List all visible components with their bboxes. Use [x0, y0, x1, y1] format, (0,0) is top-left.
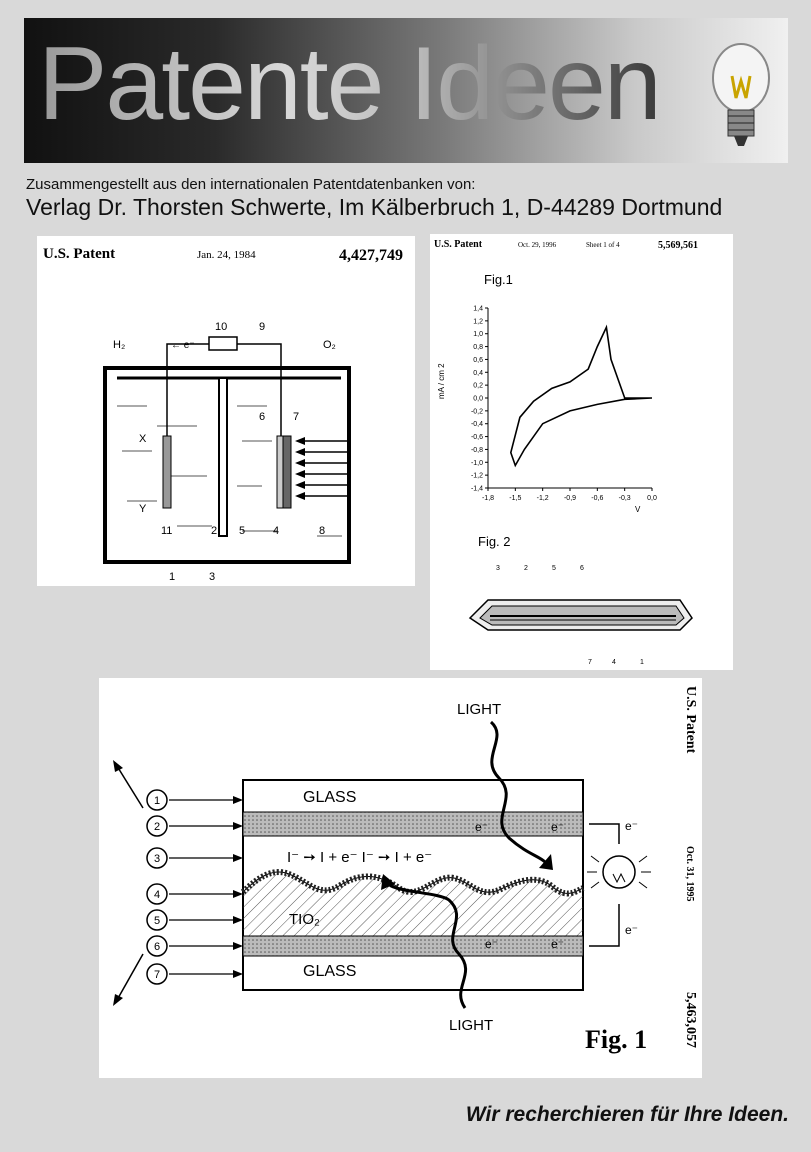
part-arrowhead [233, 916, 243, 924]
patent-panel-3 [99, 678, 702, 1078]
y-tick-label: -0,4 [470, 421, 483, 429]
part-circle-label: 5 [153, 915, 161, 927]
tio2-label: TIO₂ [289, 911, 320, 928]
patent2-header: U.S. Patent [434, 239, 483, 250]
label-11: 11 [161, 525, 173, 537]
footer-slogan: Wir recherchieren für Ihre Ideen. [465, 1103, 789, 1126]
fig2-part-label: 7 [588, 659, 592, 666]
y-tick-label: -0,2 [470, 408, 483, 416]
light-top-label: LIGHT [457, 701, 502, 718]
lamp-icon [603, 856, 635, 888]
part-arrowhead [233, 854, 243, 862]
header-banner [24, 18, 788, 163]
fig2-part-label: 4 [612, 659, 616, 666]
y-tick-label: 1,0 [473, 331, 483, 339]
part-circle-label: 4 [153, 889, 161, 901]
fig2-part-label: 1 [640, 659, 644, 666]
electron-label-3: e⁻ [485, 937, 499, 951]
label-10: 10 [215, 321, 228, 333]
label-electron: ← e⁻ [171, 340, 195, 351]
glass-bottom-label: GLASS [303, 963, 357, 980]
label-3: 3 [209, 571, 216, 583]
electron-label-4: e⁻ [551, 937, 565, 951]
x-tick-label: 0,0 [647, 495, 657, 502]
banner-title: Patente Ideen [38, 26, 660, 142]
patent-panel-1 [37, 236, 415, 586]
subtitle-line2: Verlag Dr. Thorsten Schwerte, Im Kälberbruch 1, D-44289 Dortmund [26, 194, 723, 220]
voltammogram-figure [430, 234, 733, 670]
part-circle-label: 6 [153, 941, 161, 953]
label-2: 2 [211, 525, 218, 537]
x-tick-label: -0,3 [618, 495, 631, 502]
x-axis-label: V [635, 505, 641, 514]
part-arrowhead [233, 890, 243, 898]
x-tick-label: -0,6 [591, 495, 604, 502]
part-arrowhead [233, 822, 243, 830]
patent2-date: Oct. 29, 1996 [518, 241, 557, 249]
part-arrowhead [233, 942, 243, 950]
patent-panel-2 [430, 234, 733, 670]
y-tick-label: 0,8 [473, 344, 483, 352]
electron-label-5: e⁻ [625, 819, 639, 833]
cv-curve-series [511, 327, 652, 465]
part-circle-label: 2 [153, 821, 161, 833]
y-tick-label: 0,6 [473, 356, 483, 364]
patent3-header: U.S. Patent [683, 686, 698, 754]
y-tick-label: -1,4 [470, 485, 483, 493]
label-4: 4 [273, 525, 280, 537]
x-tick-label: -1,2 [536, 495, 549, 502]
y-tick-label: -1,0 [470, 459, 483, 467]
electron-label-1: e⁻ [475, 820, 489, 834]
x-tick-label: -1,8 [481, 495, 495, 502]
patent1-header: U.S. Patent [43, 246, 116, 262]
part-arrowhead [233, 970, 243, 978]
part-arrowhead [233, 796, 243, 804]
light-bulb-icon [706, 36, 776, 156]
patent2-sheet: Sheet 1 of 4 [586, 241, 620, 249]
patent3-number: 5,463,057 [683, 992, 698, 1048]
y-tick-label: -0,8 [470, 446, 483, 454]
light-bottom-label: LIGHT [449, 1017, 494, 1034]
electrolysis-diagram [37, 236, 415, 586]
part-circle-label: 3 [153, 853, 161, 865]
label-9: 9 [259, 321, 266, 333]
electron-label-2: e⁻ [551, 820, 565, 834]
label-h2: H₂ [113, 339, 126, 351]
fig1-label: Fig.1 [484, 272, 513, 287]
y-tick-label: 0,2 [473, 382, 483, 390]
label-8: 8 [319, 525, 326, 537]
glass-top-label: GLASS [303, 789, 357, 806]
part-circle-label: 7 [153, 969, 161, 981]
patent3-date: Oct. 31, 1995 [684, 846, 695, 902]
fig2-label: Fig. 2 [478, 534, 511, 549]
label-o2: O₂ [323, 339, 336, 351]
patent1-number: 4,427,749 [339, 247, 403, 264]
patent3-fig-label: Fig. 1 [585, 1025, 648, 1054]
fig2-part-label: 3 [496, 565, 500, 572]
x-tick-label: -1,5 [509, 495, 522, 502]
fig2-part-label: 2 [524, 565, 528, 572]
y-tick-label: -1,2 [470, 472, 483, 480]
y-tick-label: -0,6 [470, 434, 483, 442]
y-tick-label: 0,4 [473, 369, 483, 377]
part-circle-label: 1 [153, 795, 161, 807]
label-6: 6 [259, 411, 266, 423]
label-y: Y [139, 503, 147, 515]
reaction-label: I⁻ ➙ I + e⁻ I⁻ ➙ I + e⁻ [287, 849, 433, 866]
patent2-number: 5,569,561 [658, 240, 698, 251]
solar-cell-diagram [99, 678, 702, 1078]
label-7: 7 [293, 411, 300, 423]
y-tick-label: 0,0 [473, 395, 483, 403]
subtitle-line1: Zusammengestellt aus den internationalen Patentdatenbanken von: [26, 176, 476, 193]
y-tick-label: 1,2 [473, 318, 483, 326]
label-5: 5 [239, 525, 246, 537]
label-x: X [139, 433, 147, 445]
fig2-part-label: 6 [580, 565, 584, 572]
label-1: 1 [169, 571, 176, 583]
y-tick-label: 1,4 [473, 305, 483, 313]
y-axis-label: mA / cm 2 [437, 363, 446, 399]
x-tick-label: -0,9 [563, 495, 577, 502]
patent1-date: Jan. 24, 1984 [197, 249, 256, 261]
electron-label-6: e⁻ [625, 923, 639, 937]
fig2-part-label: 5 [552, 565, 556, 572]
